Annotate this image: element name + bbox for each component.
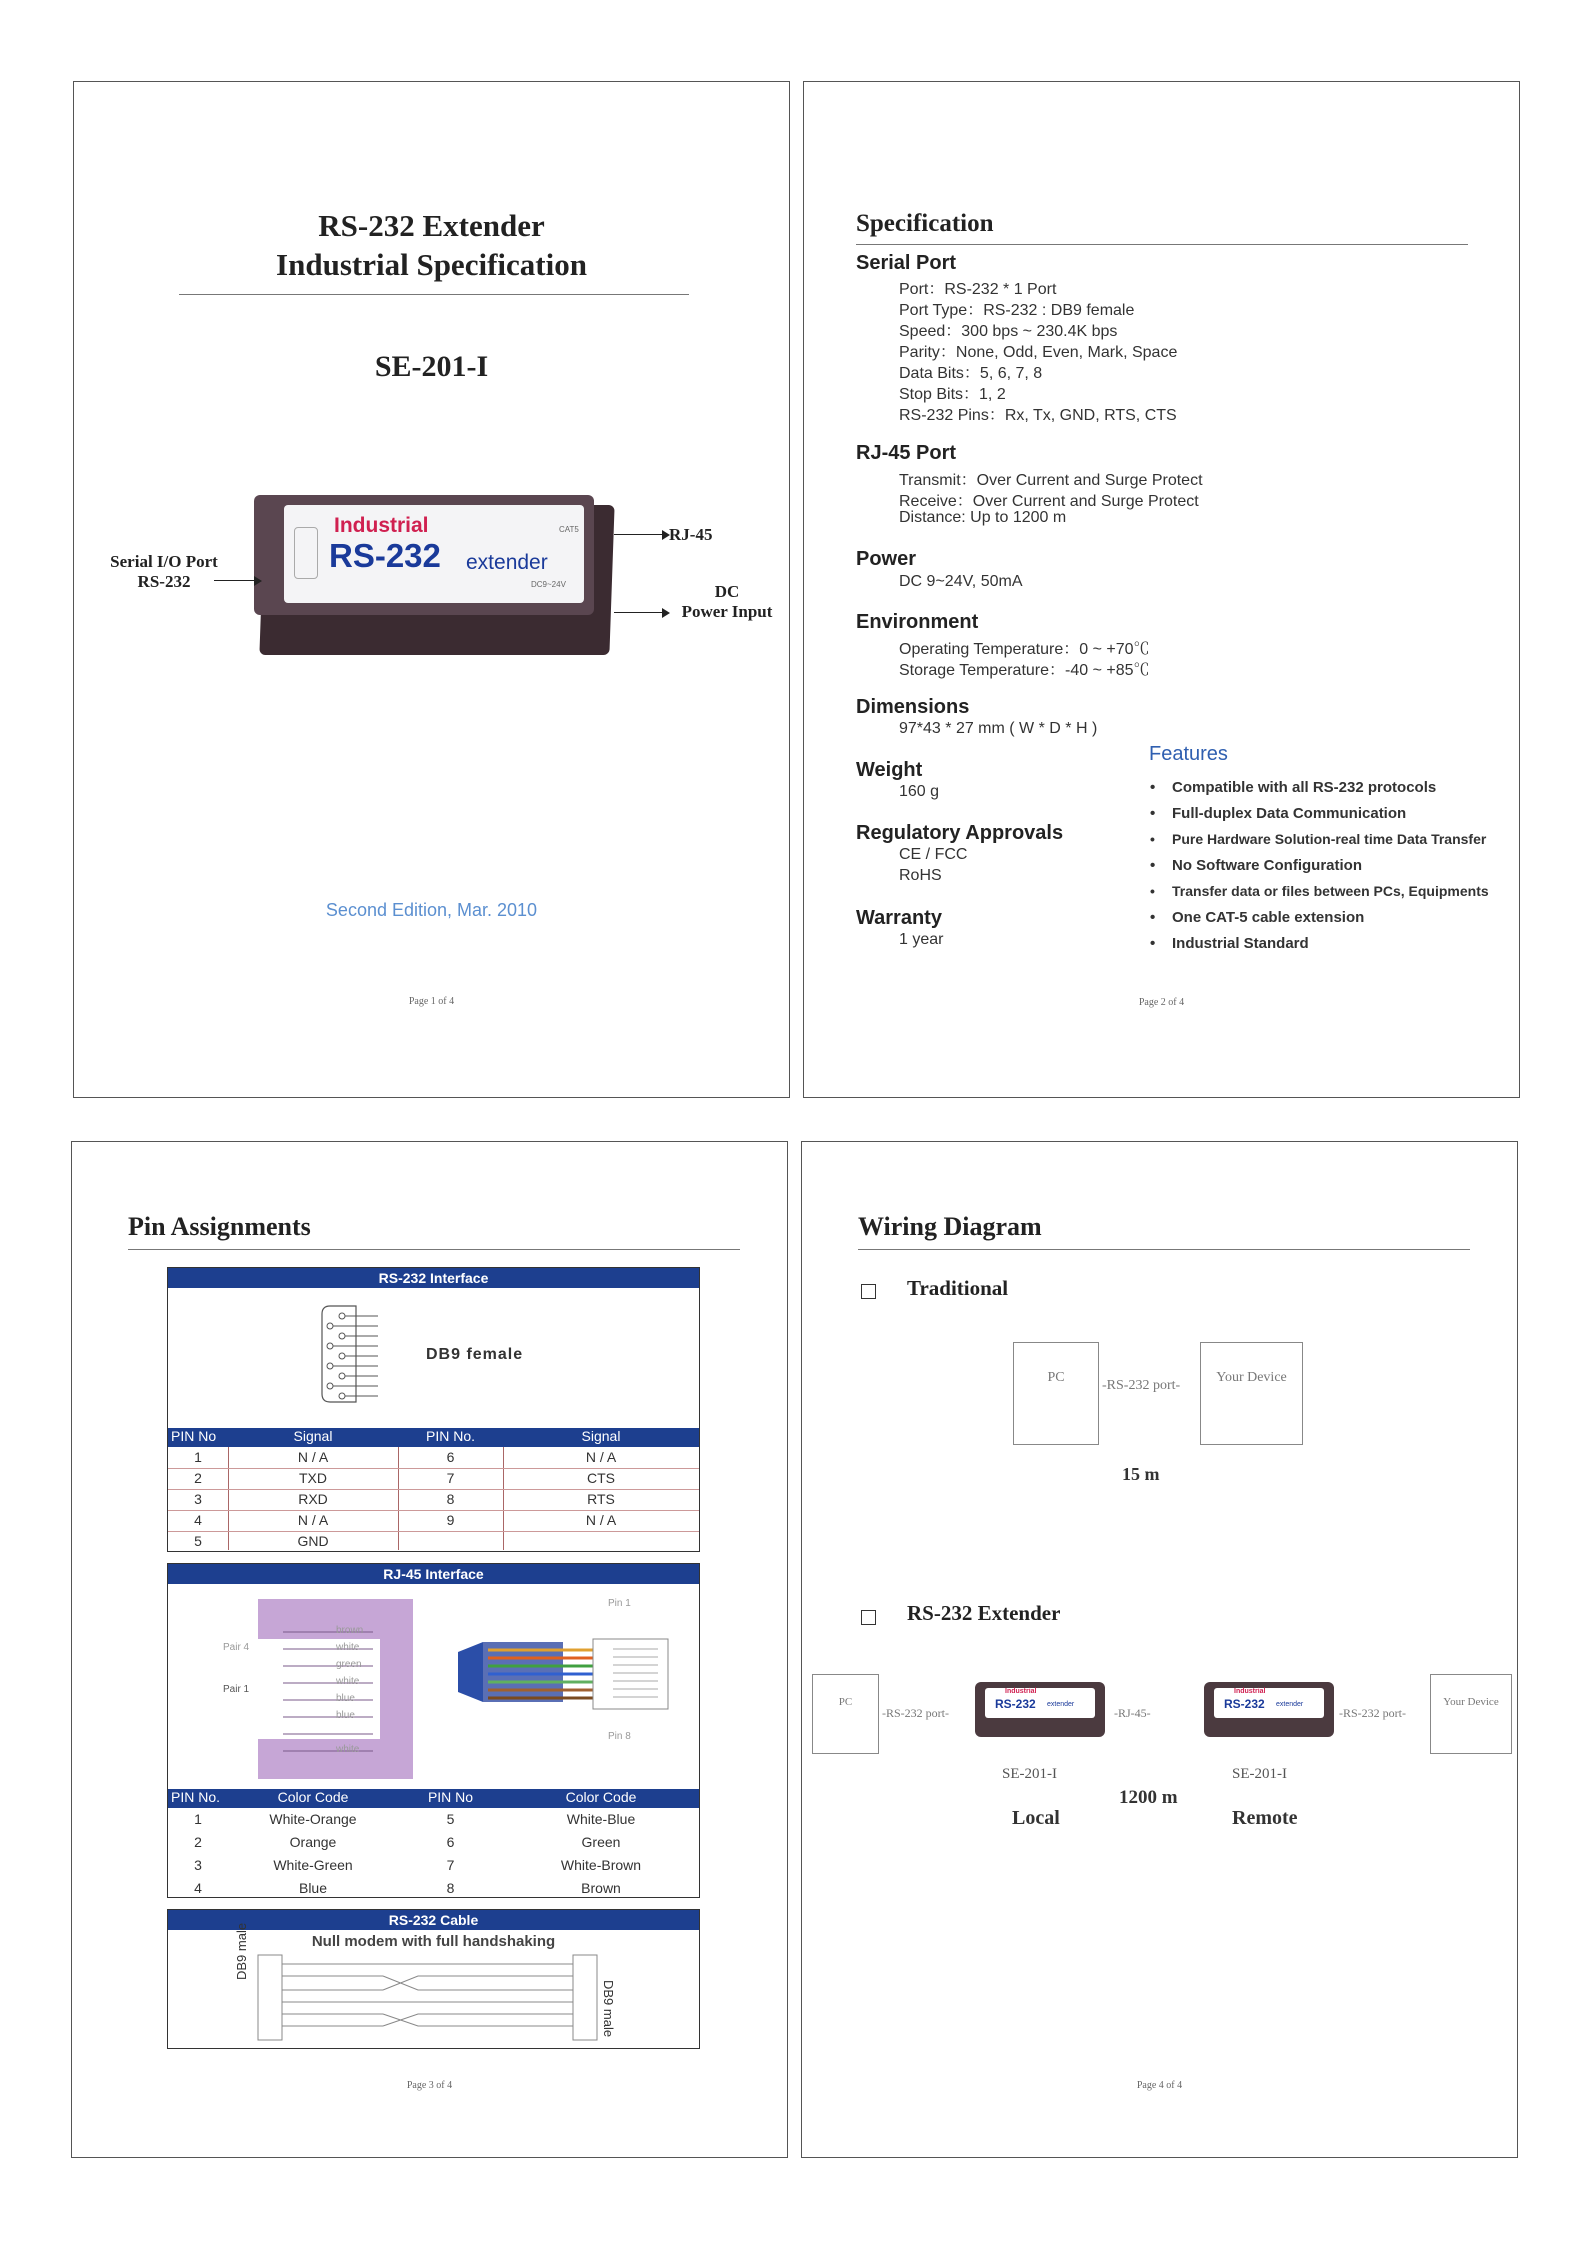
- title-divider: [179, 294, 689, 295]
- link-label: -RS-232 port-: [1102, 1378, 1181, 1393]
- power-title: Power: [856, 548, 917, 570]
- wiring-divider: [858, 1249, 1470, 1250]
- feature-item: • One CAT-5 cable extension: [1172, 909, 1364, 926]
- edition-text: Second Edition, Mar. 2010: [325, 900, 538, 920]
- db9-female-icon: [318, 1302, 388, 1407]
- pair1-label: Pair 1: [223, 1684, 250, 1695]
- db9-female-label: DB9 female: [426, 1346, 524, 1363]
- spec-line: Stop Bits：1, 2: [899, 386, 1006, 403]
- rj45-arrow: [614, 534, 664, 535]
- spec-line: CE / FCC: [899, 846, 968, 863]
- page-number: Page 1 of 4: [408, 996, 455, 1007]
- distance-label: 15 m: [1122, 1464, 1160, 1484]
- model-number: SE-201-I: [374, 350, 489, 383]
- pin-divider: [128, 1249, 740, 1250]
- device-box: Your Device: [1200, 1342, 1303, 1445]
- rj45-jack-icon: [253, 1594, 418, 1784]
- serial-port-label: Serial I/O Port RS-232: [110, 552, 218, 591]
- rj45-table-title: RJ-45 Interface: [168, 1564, 699, 1584]
- traditional-title: Traditional: [907, 1276, 1009, 1300]
- feature-item: • Pure Hardware Solution-real time Data Transfer: [1172, 831, 1486, 847]
- spec-line: DC 9~24V, 50mA: [899, 573, 1023, 590]
- page-4: [801, 1141, 1518, 2158]
- extender-local-unit: Industrial RS-232 extender: [975, 1682, 1105, 1737]
- wire-label: white: [336, 1642, 360, 1653]
- wire-label: white: [336, 1744, 360, 1755]
- pin-heading: Pin Assignments: [128, 1212, 311, 1241]
- extender-device-image: [254, 495, 619, 665]
- page-2: [803, 81, 1520, 1098]
- cable-right-label: DB9 male: [601, 1980, 616, 2038]
- page-number: Page 4 of 4: [1136, 2080, 1183, 2091]
- spec-line: 160 g: [899, 783, 940, 800]
- remote-label: Remote: [1232, 1807, 1298, 1829]
- wire-label: brown: [336, 1625, 364, 1636]
- spec-line: Port Type：RS-232 : DB9 female: [899, 302, 1135, 319]
- spec-line: 97*43 * 27 mm ( W * D * H ): [899, 720, 1098, 737]
- spec-line: Receive：Over Current and Surge Protect: [899, 493, 1199, 510]
- null-modem-wiring-icon: [253, 1950, 613, 2045]
- rs232-cable-table: [167, 1909, 700, 2049]
- warranty-title: Warranty: [856, 907, 942, 929]
- rj45-plug-icon: [453, 1624, 678, 1719]
- page-3: [71, 1141, 788, 2158]
- device-dc-label: DC9~24V: [531, 580, 566, 589]
- spec-heading: Specification: [856, 210, 994, 237]
- link-label: -RS-232 port-: [882, 1706, 950, 1720]
- page-number: Page 2 of 4: [1138, 997, 1185, 1008]
- pin1-label: Pin 1: [608, 1598, 631, 1609]
- cable-table-title: RS-232 Cable: [168, 1910, 699, 1930]
- rj45-port-title: RJ-45 Port: [856, 442, 957, 464]
- page-number: Page 3 of 4: [406, 2080, 453, 2091]
- spec-line: Transmit：Over Current and Surge Protect: [899, 472, 1203, 489]
- local-label: Local: [1012, 1807, 1060, 1829]
- dc-label: DC Power Input: [681, 582, 773, 621]
- wire-label: white: [336, 1676, 360, 1687]
- device-cat5: CAT5: [559, 525, 579, 534]
- doc-title-line1: RS-232 Extender: [318, 208, 545, 243]
- rs232-header-row: PIN No Signal PIN No. Signal: [168, 1428, 699, 1447]
- device-brand: Industrial: [334, 514, 429, 537]
- cable-subtitle: Null modem with full handshaking: [311, 1933, 556, 1950]
- spec-line: Operating Temperature：0 ~ +70℃: [899, 641, 1150, 658]
- page-1: [73, 81, 790, 1098]
- extender-distance: 1200 m: [1119, 1787, 1178, 1808]
- pair4-label: Pair 4: [223, 1642, 250, 1653]
- feature-item: • Full-duplex Data Communication: [1172, 805, 1406, 822]
- spec-line: Data Bits：5, 6, 7, 8: [899, 365, 1043, 382]
- rs232-table-title: RS-232 Interface: [168, 1268, 699, 1288]
- pc-box: PC: [1013, 1342, 1099, 1445]
- feature-item: • Industrial Standard: [1172, 935, 1309, 952]
- extender-title: RS-232 Extender: [907, 1601, 1061, 1625]
- spec-line: Speed：300 bps ~ 230.4K bps: [899, 323, 1118, 340]
- checkbox-icon: [861, 1610, 876, 1625]
- spec-line: Parity：None, Odd, Even, Mark, Space: [899, 344, 1178, 361]
- regulatory-title: Regulatory Approvals: [856, 822, 1064, 844]
- rj45-header-row: PIN No. Color Code PIN No Color Code: [168, 1789, 699, 1808]
- spec-line: RS-232 Pins：Rx, Tx, GND, RTS, CTS: [899, 407, 1177, 424]
- extender-remote-unit: Industrial RS-232 extender: [1204, 1682, 1334, 1737]
- pc-box: PC: [812, 1674, 879, 1754]
- feature-item: • No Software Configuration: [1172, 857, 1362, 874]
- dimensions-title: Dimensions: [856, 696, 970, 718]
- wire-label: green: [336, 1659, 362, 1670]
- dc-arrow: [614, 612, 664, 613]
- db9-port-icon: [294, 527, 318, 579]
- rs232-interface-table: RS-232 Interface DB9 female PIN No Signal PIN No. Signal 1 N / A 6 N / A 2 TXD 7 CTS 3 RXD 8 RTS 4 N / A 9 N / A 5 GND: [167, 1267, 700, 1552]
- link-label: -RJ-45-: [1114, 1706, 1151, 1720]
- feature-item: • Transfer data or files between PCs, Equipments: [1172, 883, 1489, 899]
- features-title: Features: [1149, 743, 1228, 765]
- wiring-heading: Wiring Diagram: [858, 1212, 1042, 1241]
- feature-item: • Compatible with all RS-232 protocols: [1172, 779, 1436, 796]
- device-suffix-label: extender: [466, 551, 548, 574]
- model-right: SE-201-I: [1232, 1766, 1287, 1782]
- device-box: Your Device: [1430, 1674, 1512, 1754]
- wire-label: blue: [336, 1693, 355, 1704]
- spec-line: Distance: Up to 1200 m: [899, 509, 1067, 526]
- wire-label: blue: [336, 1710, 355, 1721]
- serial-arrow: [214, 580, 256, 581]
- serial-port-title: Serial Port: [856, 252, 957, 274]
- device-main-label: RS-232: [329, 537, 441, 574]
- rj45-interface-table: RJ-45 Interface brown white green white blue blue white Pair 4 Pair 1 Pin 1 Pin 8 PIN No. Color Code PIN No Color Code 1 White-Orange 5 White-Blue 2 Orange 6 Green 3 White-Green 7 White-Brown 4 Blue 8 Brown: [167, 1563, 700, 1898]
- cable-left-label: DB9 male: [234, 1922, 249, 1980]
- rj45-label: RJ-45: [669, 525, 713, 544]
- checkbox-icon: [861, 1284, 876, 1299]
- spec-line: Port：RS-232 * 1 Port: [899, 281, 1057, 298]
- link-label: -RS-232 port-: [1339, 1706, 1407, 1720]
- model-left: SE-201-I: [1002, 1766, 1057, 1782]
- spec-line: 1 year: [899, 931, 944, 948]
- pin8-label: Pin 8: [608, 1731, 631, 1742]
- spec-line: RoHS: [899, 867, 942, 884]
- environment-title: Environment: [856, 611, 979, 633]
- spec-line: Storage Temperature：-40 ~ +85℃: [899, 662, 1150, 679]
- weight-title: Weight: [856, 759, 923, 781]
- doc-title-line2: Industrial Specification: [276, 247, 587, 282]
- spec-divider: [856, 244, 1468, 245]
